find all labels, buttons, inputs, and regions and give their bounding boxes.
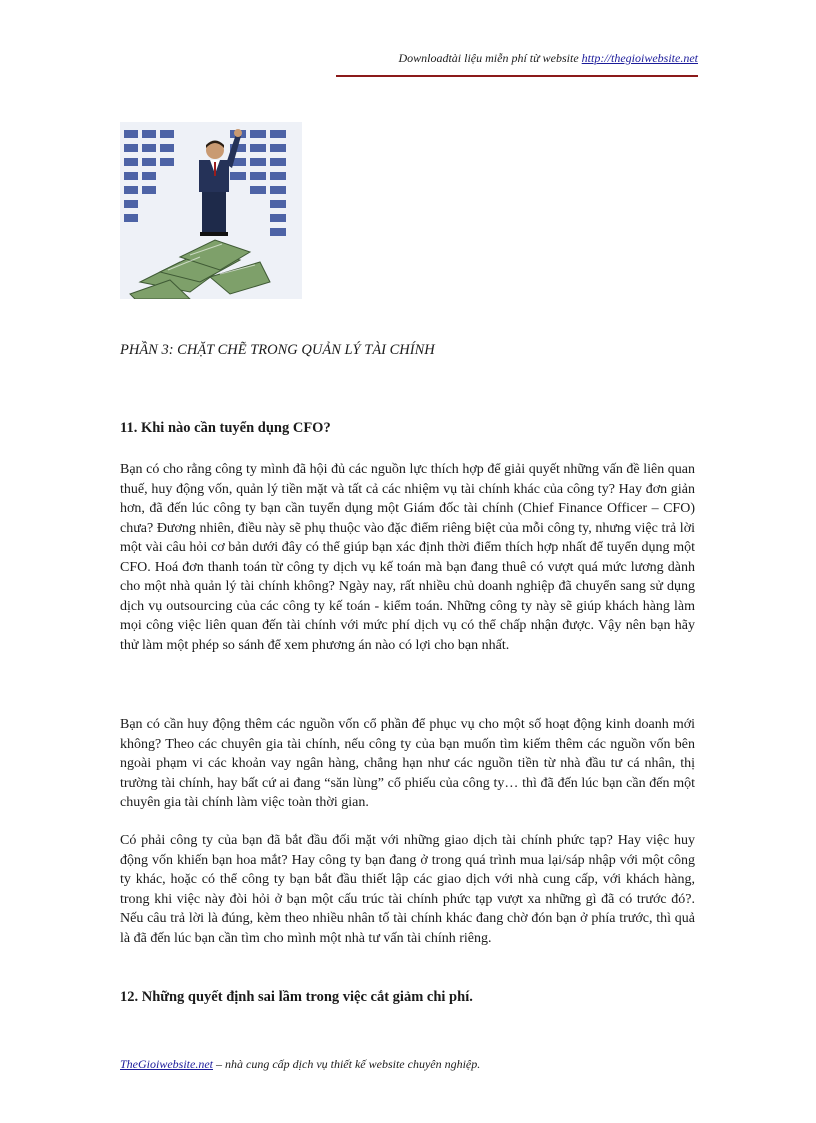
question-12-heading: 12. Những quyết định sai lầm trong việc cắt giảm chi phí. <box>120 989 473 1005</box>
footer-text: – nhà cung cấp dịch vụ thiết kế website chuyên nghiệp. <box>213 1057 481 1071</box>
header-link[interactable]: http://thegioiwebsite.net <box>581 51 698 65</box>
question-11-heading: 11. Khi nào cần tuyển dụng CFO? <box>120 420 331 436</box>
section-title: PHẦN 3: CHẶT CHẼ TRONG QUẢN LÝ TÀI CHÍNH <box>120 342 435 358</box>
question-11-paragraph-2: Bạn có cần huy động thêm các nguồn vốn cổ phần để phục vụ cho một số hoạt động kinh doanh mới không? Theo các chuyên gia tài chính, nếu công ty của bạn muốn tìm kiếm thêm các nguồn vốn bên ngoài phạm vi các khoản vay ngân hàng, chẳng hạn như các nguồn tiền từ nhà đầu tư cá nhân, thị trường tài chính, hay bất cứ ai đang “săn lùng” cổ phiếu của công ty… thì đã đến lúc bạn cần đến một chuyên gia tài chính làm việc toàn thời gian. <box>120 717 695 810</box>
header-divider <box>336 75 698 77</box>
question-11-paragraph-1: Bạn có cho rằng công ty mình đã hội đủ các nguồn lực thích hợp để giải quyết những vấn đề liên quan thuế, huy động vốn, quản lý tiền mặt và tất cả các nhiệm vụ tài chính khác của công ty? Hay đơn giản hơn, đã đến lúc công ty bạn cần tuyển dụng một Giám đốc tài chính (Chief Finance Officer – CFO) chưa? Đương nhiên, điều này sẽ phụ thuộc vào đặc điểm riêng biệt của mỗi công ty, nhưng việc trả lời một vài câu hỏi cơ bản dưới đây có thể giúp bạn xác định thời điểm thích hợp nhất để tuyển dụng một CFO. Hoá đơn thanh toán từ công ty dịch vụ kế toán mà bạn đang thuê có vượt quá mức lương dành cho một nhà quản lý tài chính không? Ngày nay, rất nhiều chủ doanh nghiệp đã chuyển sang sử dụng dịch vụ outsourcing của các công ty kế toán - kiểm toán. Những công ty này sẽ giúp khách hàng làm mọi công việc liên quan đến tài chính với mức phí dịch vụ có thể chấp nhận được. Vậy nên bạn hãy thử làm một phép so sánh để xem phương án nào có lợi cho bạn nhất. <box>120 462 695 653</box>
footer-link[interactable]: TheGioiwebsite.net <box>120 1057 213 1071</box>
page-footer <box>120 1057 480 1072</box>
question-11-paragraph-3: Có phải công ty của bạn đã bắt đầu đối mặt với những giao dịch tài chính phức tạp? Hay việc huy động vốn khiến bạn hoa mắt? Hay công ty bạn đang ở trong quá trình mua lại/sáp nhập với một công ty khác, hoặc có thể công ty bạn bắt đầu thiết lập các giao dịch với nhà cung cấp, với khách hàng, trong khi việc này đòi hỏi ở bạn một cấu trúc tài chính phức tạp vượt xa những gì đã có trước đó?. Nếu câu trả lời là đúng, kèm theo nhiều nhân tố tài chính khác đang chờ đón bạn ở phía trước, thì quả là đã đến lúc bạn cần tìm cho mình một nhà tư vấn tài chính riêng. <box>120 833 695 946</box>
header-text: Downloadtài liệu miễn phí từ website <box>398 51 579 65</box>
businessman-money-illustration <box>120 122 302 299</box>
page-header <box>336 51 698 66</box>
